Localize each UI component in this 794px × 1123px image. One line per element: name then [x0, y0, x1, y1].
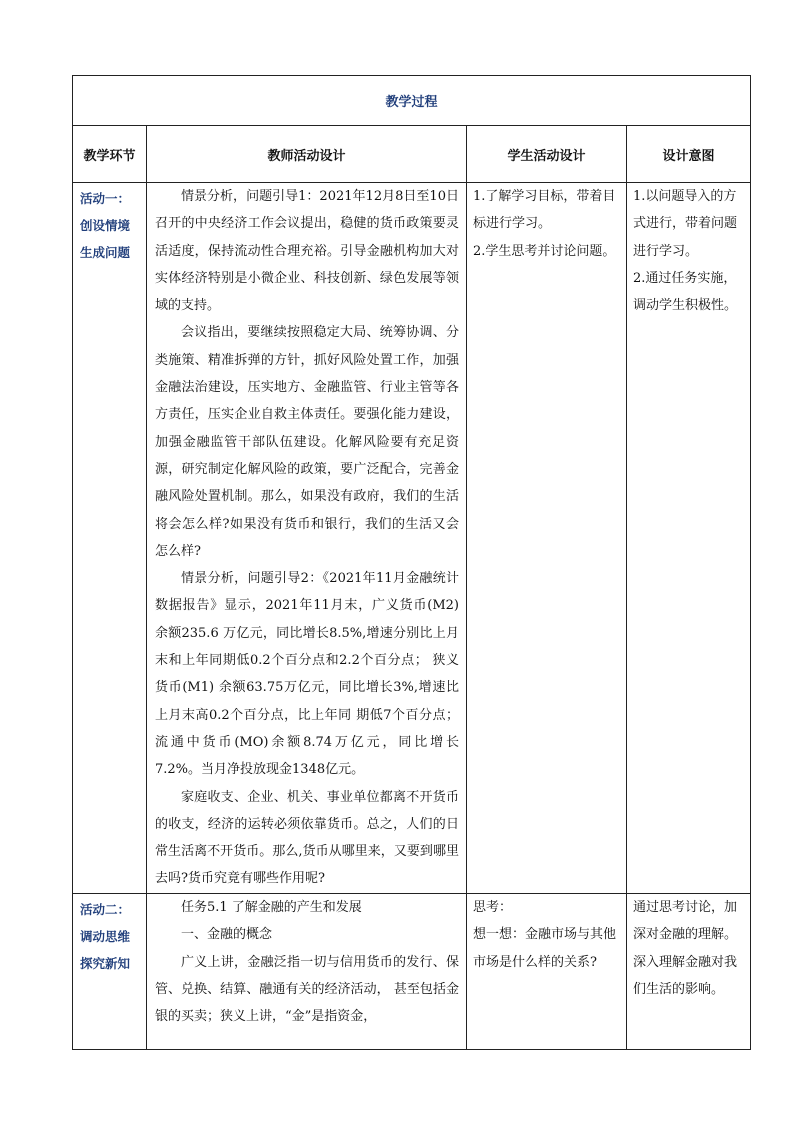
- teacher-paragraph: 任务5.1 了解金融的产生和发展: [181, 900, 362, 915]
- intent-paragraph: 2.通过任务实施，调动学生积极性。: [633, 270, 738, 314]
- stage-line: 生成问题: [80, 245, 131, 260]
- design-intent-cell: [627, 183, 751, 894]
- teacher-paragraph: 一、金融的概念: [181, 927, 273, 943]
- teacher-paragraph: 情景分析，问题引导1：2021年12月8日至10日召开的中央经济工作会议提出，稳健的货币政策要灵活适度，保持流动性合理充裕。引导金融机构加大对实体经济特别是小微企业、科技创新、绿色发展等领域的支持。: [155, 189, 459, 314]
- design-intent-cell: [627, 894, 751, 1050]
- stage-line: 活动一：: [80, 191, 131, 206]
- header-stage: 教学环节: [73, 126, 147, 183]
- intent-paragraph: 通过思考讨论，加深对金融的理解。深入理解金融对我们生活的影响。: [633, 900, 738, 997]
- header-design-intent: 设计意图: [627, 126, 751, 183]
- header-teacher-activity: 教师活动设计: [147, 126, 467, 183]
- header-student-activity: 学生活动设计: [467, 126, 627, 183]
- table-title: 教学过程: [73, 76, 751, 126]
- intent-paragraph: 1.以问题导入的方式进行，带着问题进行学习。: [633, 189, 738, 259]
- student-activity-cell: [467, 183, 627, 894]
- stage-cell: [73, 894, 147, 1050]
- stage-line: 创设情境: [80, 218, 131, 233]
- stage-line: 调动思维: [80, 929, 131, 944]
- student-paragraph: 1.了解学习目标，带着目标进行学习。: [473, 189, 616, 232]
- student-paragraph: 思考：: [473, 900, 513, 915]
- student-activity-cell: [467, 894, 627, 1050]
- teacher-activity-cell: [147, 183, 467, 894]
- teaching-process-table: [72, 75, 751, 1050]
- table-row: [73, 894, 751, 1050]
- stage-line: 活动二：: [80, 902, 131, 917]
- student-paragraph: 2.学生思考并讨论问题。: [473, 243, 616, 259]
- teacher-paragraph: 广义上讲，金融泛指一切与信用货币的发行、保管、兑换、结算、融通有关的经济活动， 甚至包括金银的买卖；狭义上讲，“金”是指资金，: [155, 954, 459, 1025]
- student-paragraph: 想一想：金融市场与其他市场是什么样的关系?: [473, 927, 617, 970]
- teacher-paragraph: 会议指出，要继续按照稳定大局、统筹协调、分类施策、精准拆弹的方针，抓好风险处置工作，加强金融法治建设，压实地方、金融监管、行业主管等各方责任，压实企业自救主体责任。要强化能力建设，加强金融监管干部队伍建设。化解风险要有充足资源，研究制定化解风险的政策，要广泛配合，完善金融风险处置机制。那么，如果没有政府，我们的生活将会怎么样?如果没有货币和银行，我们的生活又会怎么样?: [155, 325, 459, 559]
- teacher-paragraph: 情景分析，问题引导2：《2021年11月金融统计数据报告》显示，2021年11月末，广义货币(M2) 余额235.6 万亿元，同比增长8.5%,增速分别比上月末和上年同期低0.2个百分点和2.2个百分点； 狭义货币(M1) 余额63.75万亿元，同比增长3%,增速比上月末高0.2个百分点，比上年同 期低7个百分点；流通中货币(MO)余额8.74万亿元，同比增长7.2%。当月净投放现金1348亿元。: [155, 571, 459, 778]
- stage-line: 探究新知: [80, 956, 131, 971]
- teacher-paragraph: 家庭收支、企业、机关、事业单位都离不开货币的收支，经济的运转必须依靠货币。总之，人们的日常生活离不开货币。那么,货币从哪里来，又要到哪里去吗?货币究竟有哪些作用呢?: [155, 789, 459, 887]
- teacher-activity-cell: [147, 894, 467, 1050]
- table-row: [73, 183, 751, 894]
- stage-cell: [73, 183, 147, 894]
